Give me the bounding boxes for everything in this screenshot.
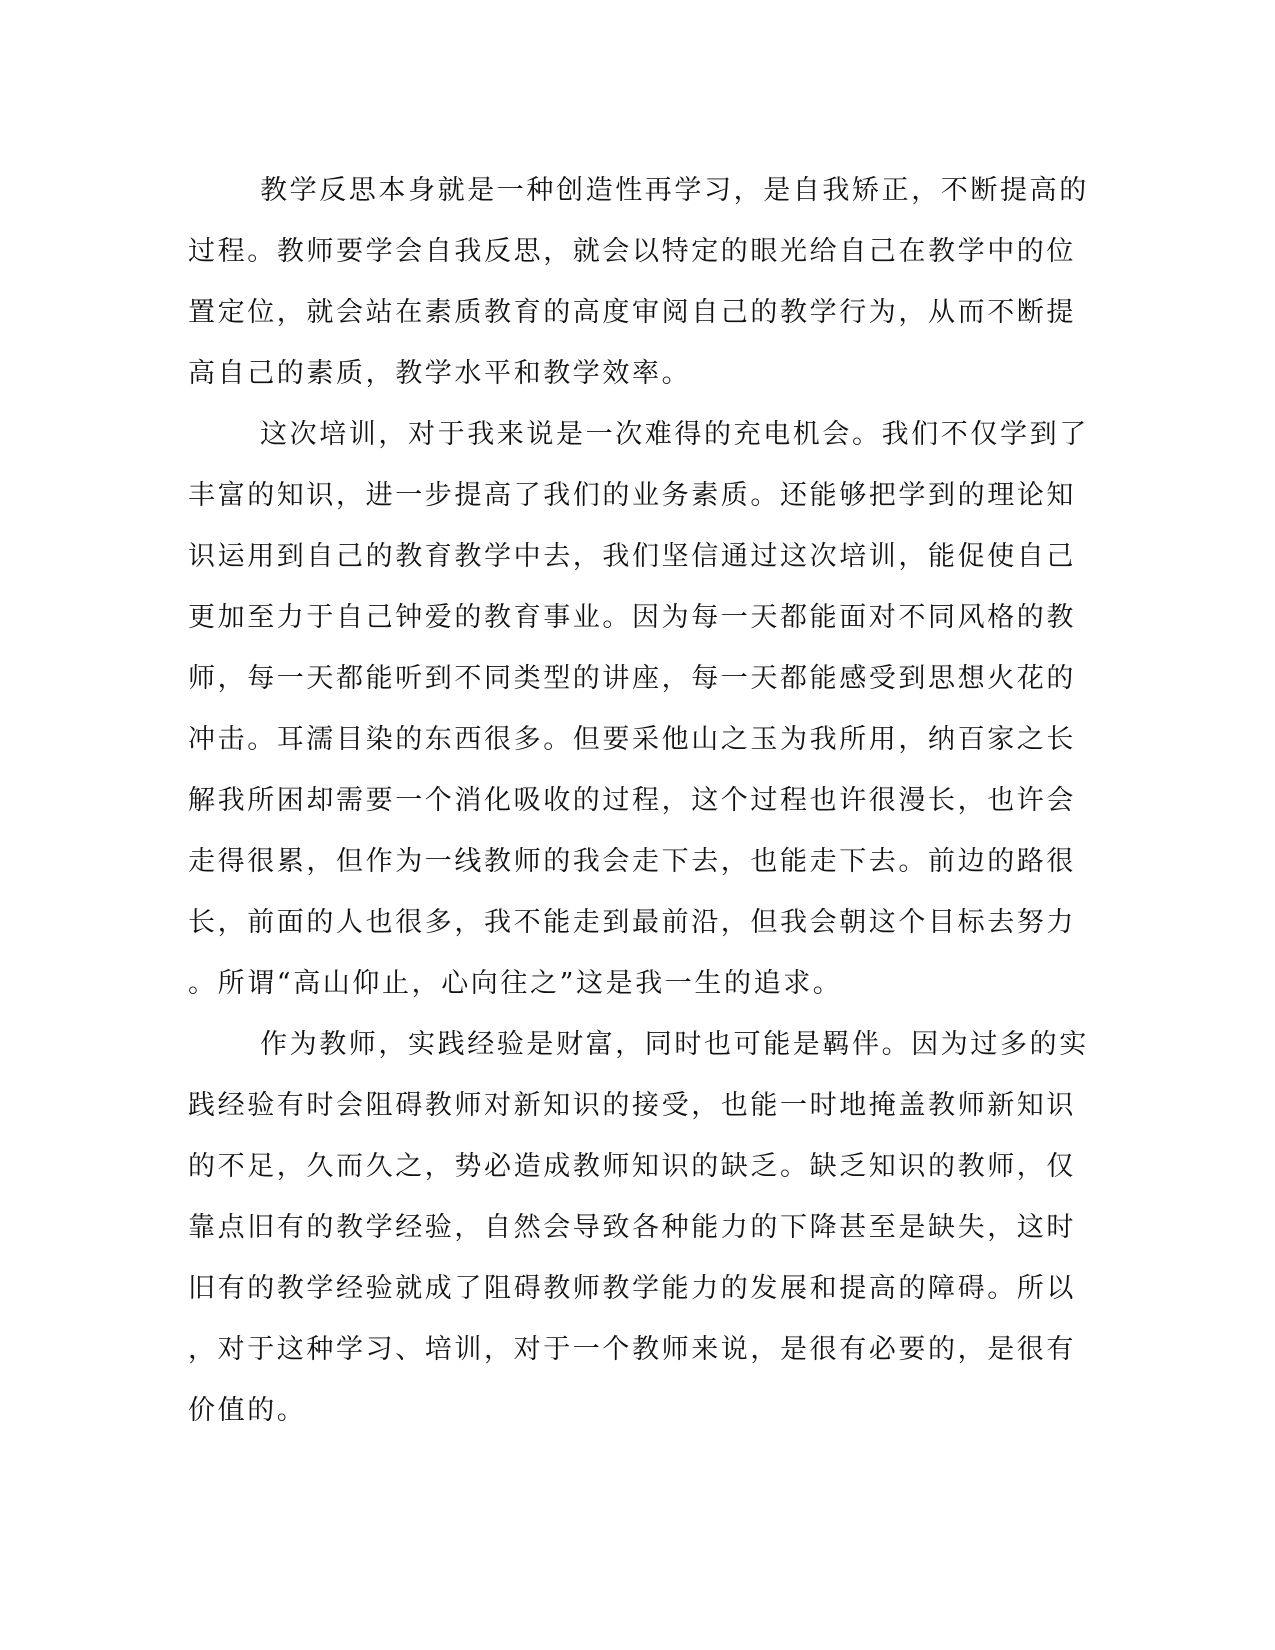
paragraph-3 xyxy=(188,1014,1089,1441)
paragraph-line: 丰富的知识，进一步提高了我们的业务素质。还能够把学到的理论知 xyxy=(188,480,1076,511)
paragraph-line: 。所谓“高山仰止，心向往之”这是我一生的追求。 xyxy=(188,968,843,999)
paragraph-line: ，对于这种学习、培训，对于一个教师来说，是很有必要的，是很有 xyxy=(188,1334,1076,1365)
paragraph-line: 靠点旧有的教学经验，自然会导致各种能力的下降甚至是缺失，这时 xyxy=(188,1212,1076,1243)
paragraph-line: 更加至力于自己钟爱的教育事业。因为每一天都能面对不同风格的教 xyxy=(188,602,1076,633)
paragraph-line: 解我所困却需要一个消化吸收的过程，这个过程也许很漫长，也许会 xyxy=(188,785,1076,816)
paragraph-line: 作为教师，实践经验是财富，同时也可能是羁伴。因为过多的实 xyxy=(260,1029,1089,1060)
paragraph-line: 长，前面的人也很多，我不能走到最前沿，但我会朝这个目标去努力 xyxy=(188,907,1076,938)
paragraph-line: 践经验有时会阻碍教师对新知识的接受，也能一时地掩盖教师新知识 xyxy=(188,1090,1076,1121)
paragraph-line: 这次培训，对于我来说是一次难得的充电机会。我们不仅学到了 xyxy=(260,419,1089,450)
paragraph-line: 高自己的素质，教学水平和教学效率。 xyxy=(188,358,692,389)
paragraph-1 xyxy=(188,160,1089,404)
paragraph-line: 过程。教师要学会自我反思，就会以特定的眼光给自己在教学中的位 xyxy=(188,236,1076,267)
paragraph-line: 走得很累，但作为一线教师的我会走下去，也能走下去。前边的路很 xyxy=(188,846,1076,877)
paragraph-2 xyxy=(188,404,1089,1014)
paragraph-line: 置定位，就会站在素质教育的高度审阅自己的教学行为，从而不断提 xyxy=(188,297,1076,328)
paragraph-line: 的不足，久而久之，势必造成教师知识的缺乏。缺乏知识的教师，仅 xyxy=(188,1151,1076,1182)
paragraph-line: 识运用到自己的教育教学中去，我们坚信通过这次培训，能促使自己 xyxy=(188,541,1076,572)
paragraph-line: 教学反思本身就是一种创造性再学习，是自我矫正，不断提高的 xyxy=(260,175,1089,206)
paragraph-line: 冲击。耳濡目染的东西很多。但要采他山之玉为我所用，纳百家之长 xyxy=(188,724,1076,755)
paragraph-line: 价值的。 xyxy=(188,1395,307,1426)
document-body xyxy=(188,160,1089,1441)
paragraph-line: 师，每一天都能听到不同类型的讲座，每一天都能感受到思想火花的 xyxy=(188,663,1076,694)
paragraph-line: 旧有的教学经验就成了阻碍教师教学能力的发展和提高的障碍。所以 xyxy=(188,1273,1076,1304)
